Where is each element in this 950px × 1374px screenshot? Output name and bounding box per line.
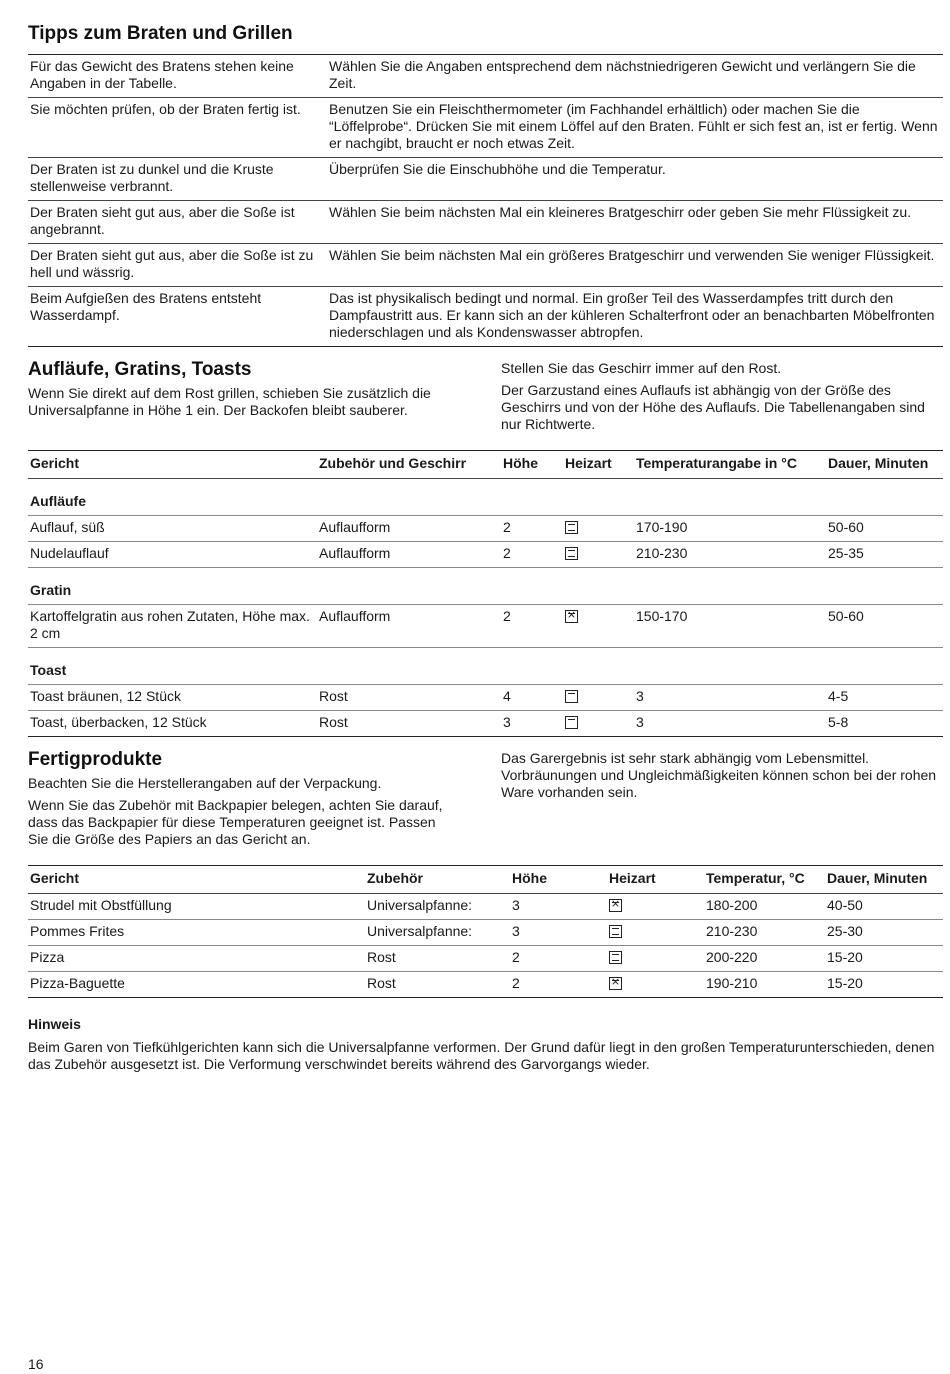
dish-cell: Strudel mit Obstfüllung <box>28 894 365 920</box>
time-cell: 25-30 <box>825 920 943 946</box>
col-accessory: Zubehör <box>365 866 510 894</box>
dish-cell: Toast bräunen, 12 Stück <box>28 685 317 711</box>
col-time: Dauer, Minuten <box>826 451 943 479</box>
temp-cell: 210-230 <box>704 920 825 946</box>
tip-problem: Der Braten sieht gut aus, aber die Soße ist zu hell und wässrig. <box>28 244 327 287</box>
fertig-left-text-1: Beachten Sie die Herstellerangaben auf der Verpackung. <box>28 775 382 791</box>
heat-cell <box>563 605 634 648</box>
heat-cell <box>563 685 634 711</box>
dish-cell: Pizza <box>28 946 365 972</box>
tips-table <box>28 54 943 347</box>
grill-icon <box>565 690 578 703</box>
hot-air-icon <box>565 610 578 623</box>
level-cell: 2 <box>501 605 563 648</box>
accessory-cell: Rost <box>317 685 501 711</box>
gratins-title: Aufläufe, Gratins, Toasts <box>28 359 252 380</box>
table-row <box>28 972 943 998</box>
top-bottom-heat-icon <box>565 521 578 534</box>
gratins-table <box>28 450 943 737</box>
gratins-intro <box>28 359 943 438</box>
heat-cell <box>563 516 634 542</box>
tips-row <box>28 98 943 158</box>
heat-cell <box>607 946 704 972</box>
hot-air-icon <box>609 977 622 990</box>
col-level: Höhe <box>501 451 563 479</box>
table-row <box>28 516 943 542</box>
temp-cell: 190-210 <box>704 972 825 998</box>
table-row <box>28 605 943 648</box>
time-cell: 15-20 <box>825 972 943 998</box>
tips-row <box>28 244 943 287</box>
dish-cell: Kartoffelgratin aus rohen Zutaten, Höhe max. 2 cm <box>28 605 317 648</box>
dish-cell: Auflauf, süß <box>28 516 317 542</box>
top-bottom-heat-icon <box>565 547 578 560</box>
group-label: Gratin <box>28 568 943 605</box>
heat-cell <box>607 972 704 998</box>
heat-cell <box>563 542 634 568</box>
fertig-right-text: Das Garergebnis ist sehr stark abhängig vom Lebensmittel. Vorbräunungen und Ungleichmäßigkeiten können schon bei der rohen Ware vorhanden sein. <box>501 750 937 800</box>
group-label: Aufläufe <box>28 479 943 516</box>
tips-row <box>28 287 943 347</box>
dish-cell: Pommes Frites <box>28 920 365 946</box>
temp-cell: 210-230 <box>634 542 826 568</box>
temp-cell: 150-170 <box>634 605 826 648</box>
level-cell: 2 <box>510 972 607 998</box>
top-bottom-heat-icon <box>609 925 622 938</box>
table-row <box>28 920 943 946</box>
tip-problem: Der Braten ist zu dunkel und die Kruste stellenweise verbrannt. <box>28 158 327 201</box>
tip-solution: Wählen Sie beim nächsten Mal ein kleineres Bratgeschirr oder geben Sie mehr Flüssigkeit zu. <box>327 201 943 244</box>
col-dish: Gericht <box>28 451 317 479</box>
temp-cell: 180-200 <box>704 894 825 920</box>
page-number: 16 <box>28 1356 44 1372</box>
group-row <box>28 648 943 685</box>
heat-cell <box>607 894 704 920</box>
col-level: Höhe <box>510 866 607 894</box>
level-cell: 2 <box>501 516 563 542</box>
gratins-left-text: Wenn Sie direkt auf dem Rost grillen, schieben Sie zusätzlich die Universalpfanne in Höhe 1 ein. Der Backofen bleibt sauberer. <box>28 385 431 418</box>
col-time: Dauer, Minuten <box>825 866 943 894</box>
col-heat: Heizart <box>607 866 704 894</box>
heat-cell <box>607 920 704 946</box>
col-dish: Gericht <box>28 866 365 894</box>
accessory-cell: Universalpfanne: <box>365 894 510 920</box>
time-cell: 4-5 <box>826 685 943 711</box>
tip-solution: Das ist physikalisch bedingt und normal. Ein großer Teil des Wasserdampfes tritt durch den Dampfaustritt aus. Er kann sich an der kühleren Schalterfront oder an benachbarten Möbelfronten niederschlagen und als Kondenswasser abtropfen. <box>327 287 943 347</box>
temp-cell: 3 <box>634 685 826 711</box>
level-cell: 3 <box>510 920 607 946</box>
tip-solution: Wählen Sie beim nächsten Mal ein größeres Bratgeschirr und verwenden Sie weniger Flüssigkeit. <box>327 244 943 287</box>
tip-solution: Überprüfen Sie die Einschubhöhe und die Temperatur. <box>327 158 943 201</box>
group-label: Toast <box>28 648 943 685</box>
accessory-cell: Auflaufform <box>317 605 501 648</box>
tip-problem: Beim Aufgießen des Bratens entsteht Wasserdampf. <box>28 287 327 347</box>
temp-cell: 3 <box>634 711 826 737</box>
accessory-cell: Auflaufform <box>317 516 501 542</box>
hinweis-title: Hinweis <box>28 1016 81 1032</box>
level-cell: 3 <box>510 894 607 920</box>
fertig-left-text-2: Wenn Sie das Zubehör mit Backpapier belegen, achten Sie darauf, dass das Backpapier für diese Temperaturen geeignet ist. Passen Sie die Größe des Papiers an das Gericht an. <box>28 797 443 847</box>
accessory-cell: Auflaufform <box>317 542 501 568</box>
tip-problem: Sie möchten prüfen, ob der Braten fertig ist. <box>28 98 327 158</box>
tip-problem: Der Braten sieht gut aus, aber die Soße ist angebrannt. <box>28 201 327 244</box>
accessory-cell: Rost <box>317 711 501 737</box>
top-bottom-heat-icon <box>609 951 622 964</box>
level-cell: 2 <box>510 946 607 972</box>
group-row <box>28 479 943 516</box>
tip-problem: Für das Gewicht des Bratens stehen keine Angaben in der Tabelle. <box>28 55 327 98</box>
fertig-intro <box>28 749 943 853</box>
group-row <box>28 568 943 605</box>
time-cell: 5-8 <box>826 711 943 737</box>
time-cell: 50-60 <box>826 605 943 648</box>
dish-cell: Toast, überbacken, 12 Stück <box>28 711 317 737</box>
table-row <box>28 711 943 737</box>
tip-solution: Wählen Sie die Angaben entsprechend dem nächstniedrigeren Gewicht und verlängern Sie die Zeit. <box>327 55 943 98</box>
level-cell: 4 <box>501 685 563 711</box>
level-cell: 2 <box>501 542 563 568</box>
dish-cell: Pizza-Baguette <box>28 972 365 998</box>
table-row <box>28 685 943 711</box>
col-accessory: Zubehör und Geschirr <box>317 451 501 479</box>
temp-cell: 170-190 <box>634 516 826 542</box>
table-row <box>28 894 943 920</box>
accessory-cell: Rost <box>365 972 510 998</box>
fertig-title: Fertigprodukte <box>28 749 163 770</box>
tips-title: Tipps zum Braten und Grillen <box>28 23 293 44</box>
tips-row <box>28 201 943 244</box>
document-page <box>28 22 943 1073</box>
accessory-cell: Universalpfanne: <box>365 920 510 946</box>
time-cell: 25-35 <box>826 542 943 568</box>
level-cell: 3 <box>501 711 563 737</box>
dish-cell: Nudelauflauf <box>28 542 317 568</box>
gratins-right-text-1: Stellen Sie das Geschirr immer auf den Rost. <box>501 360 782 376</box>
hinweis-text: Beim Garen von Tiefkühlgerichten kann sich die Universalpfanne verformen. Der Grund dafür liegt in den großen Temperaturunterschieden, denen das Zubehör ausgesetzt ist. Die Verformung verschwindet bereits während des Garvorgangs wieder. <box>28 1039 935 1072</box>
time-cell: 40-50 <box>825 894 943 920</box>
grill-icon <box>565 716 578 729</box>
table-row <box>28 946 943 972</box>
hot-air-icon <box>609 899 622 912</box>
gratins-right-text-2: Der Garzustand eines Auflaufs ist abhängig von der Größe des Geschirrs und von der Höhe des Auflaufs. Die Tabellenangaben sind nur Richtwerte. <box>501 382 925 432</box>
col-temp: Temperaturangabe in °C <box>634 451 826 479</box>
time-cell: 50-60 <box>826 516 943 542</box>
accessory-cell: Rost <box>365 946 510 972</box>
col-heat: Heizart <box>563 451 634 479</box>
tip-solution: Benutzen Sie ein Fleischthermometer (im Fachhandel erhältlich) oder machen Sie die “Löffelprobe“. Drücken Sie mit einem Löffel auf den Braten. Fühlt er sich fest an, ist er fertig. Wenn er nachgibt, braucht er noch etwas Zeit. <box>327 98 943 158</box>
temp-cell: 200-220 <box>704 946 825 972</box>
tips-row <box>28 55 943 98</box>
col-temp: Temperatur, °C <box>704 866 825 894</box>
table-row <box>28 542 943 568</box>
tips-row <box>28 158 943 201</box>
time-cell: 15-20 <box>825 946 943 972</box>
fertig-table <box>28 865 943 998</box>
heat-cell <box>563 711 634 737</box>
